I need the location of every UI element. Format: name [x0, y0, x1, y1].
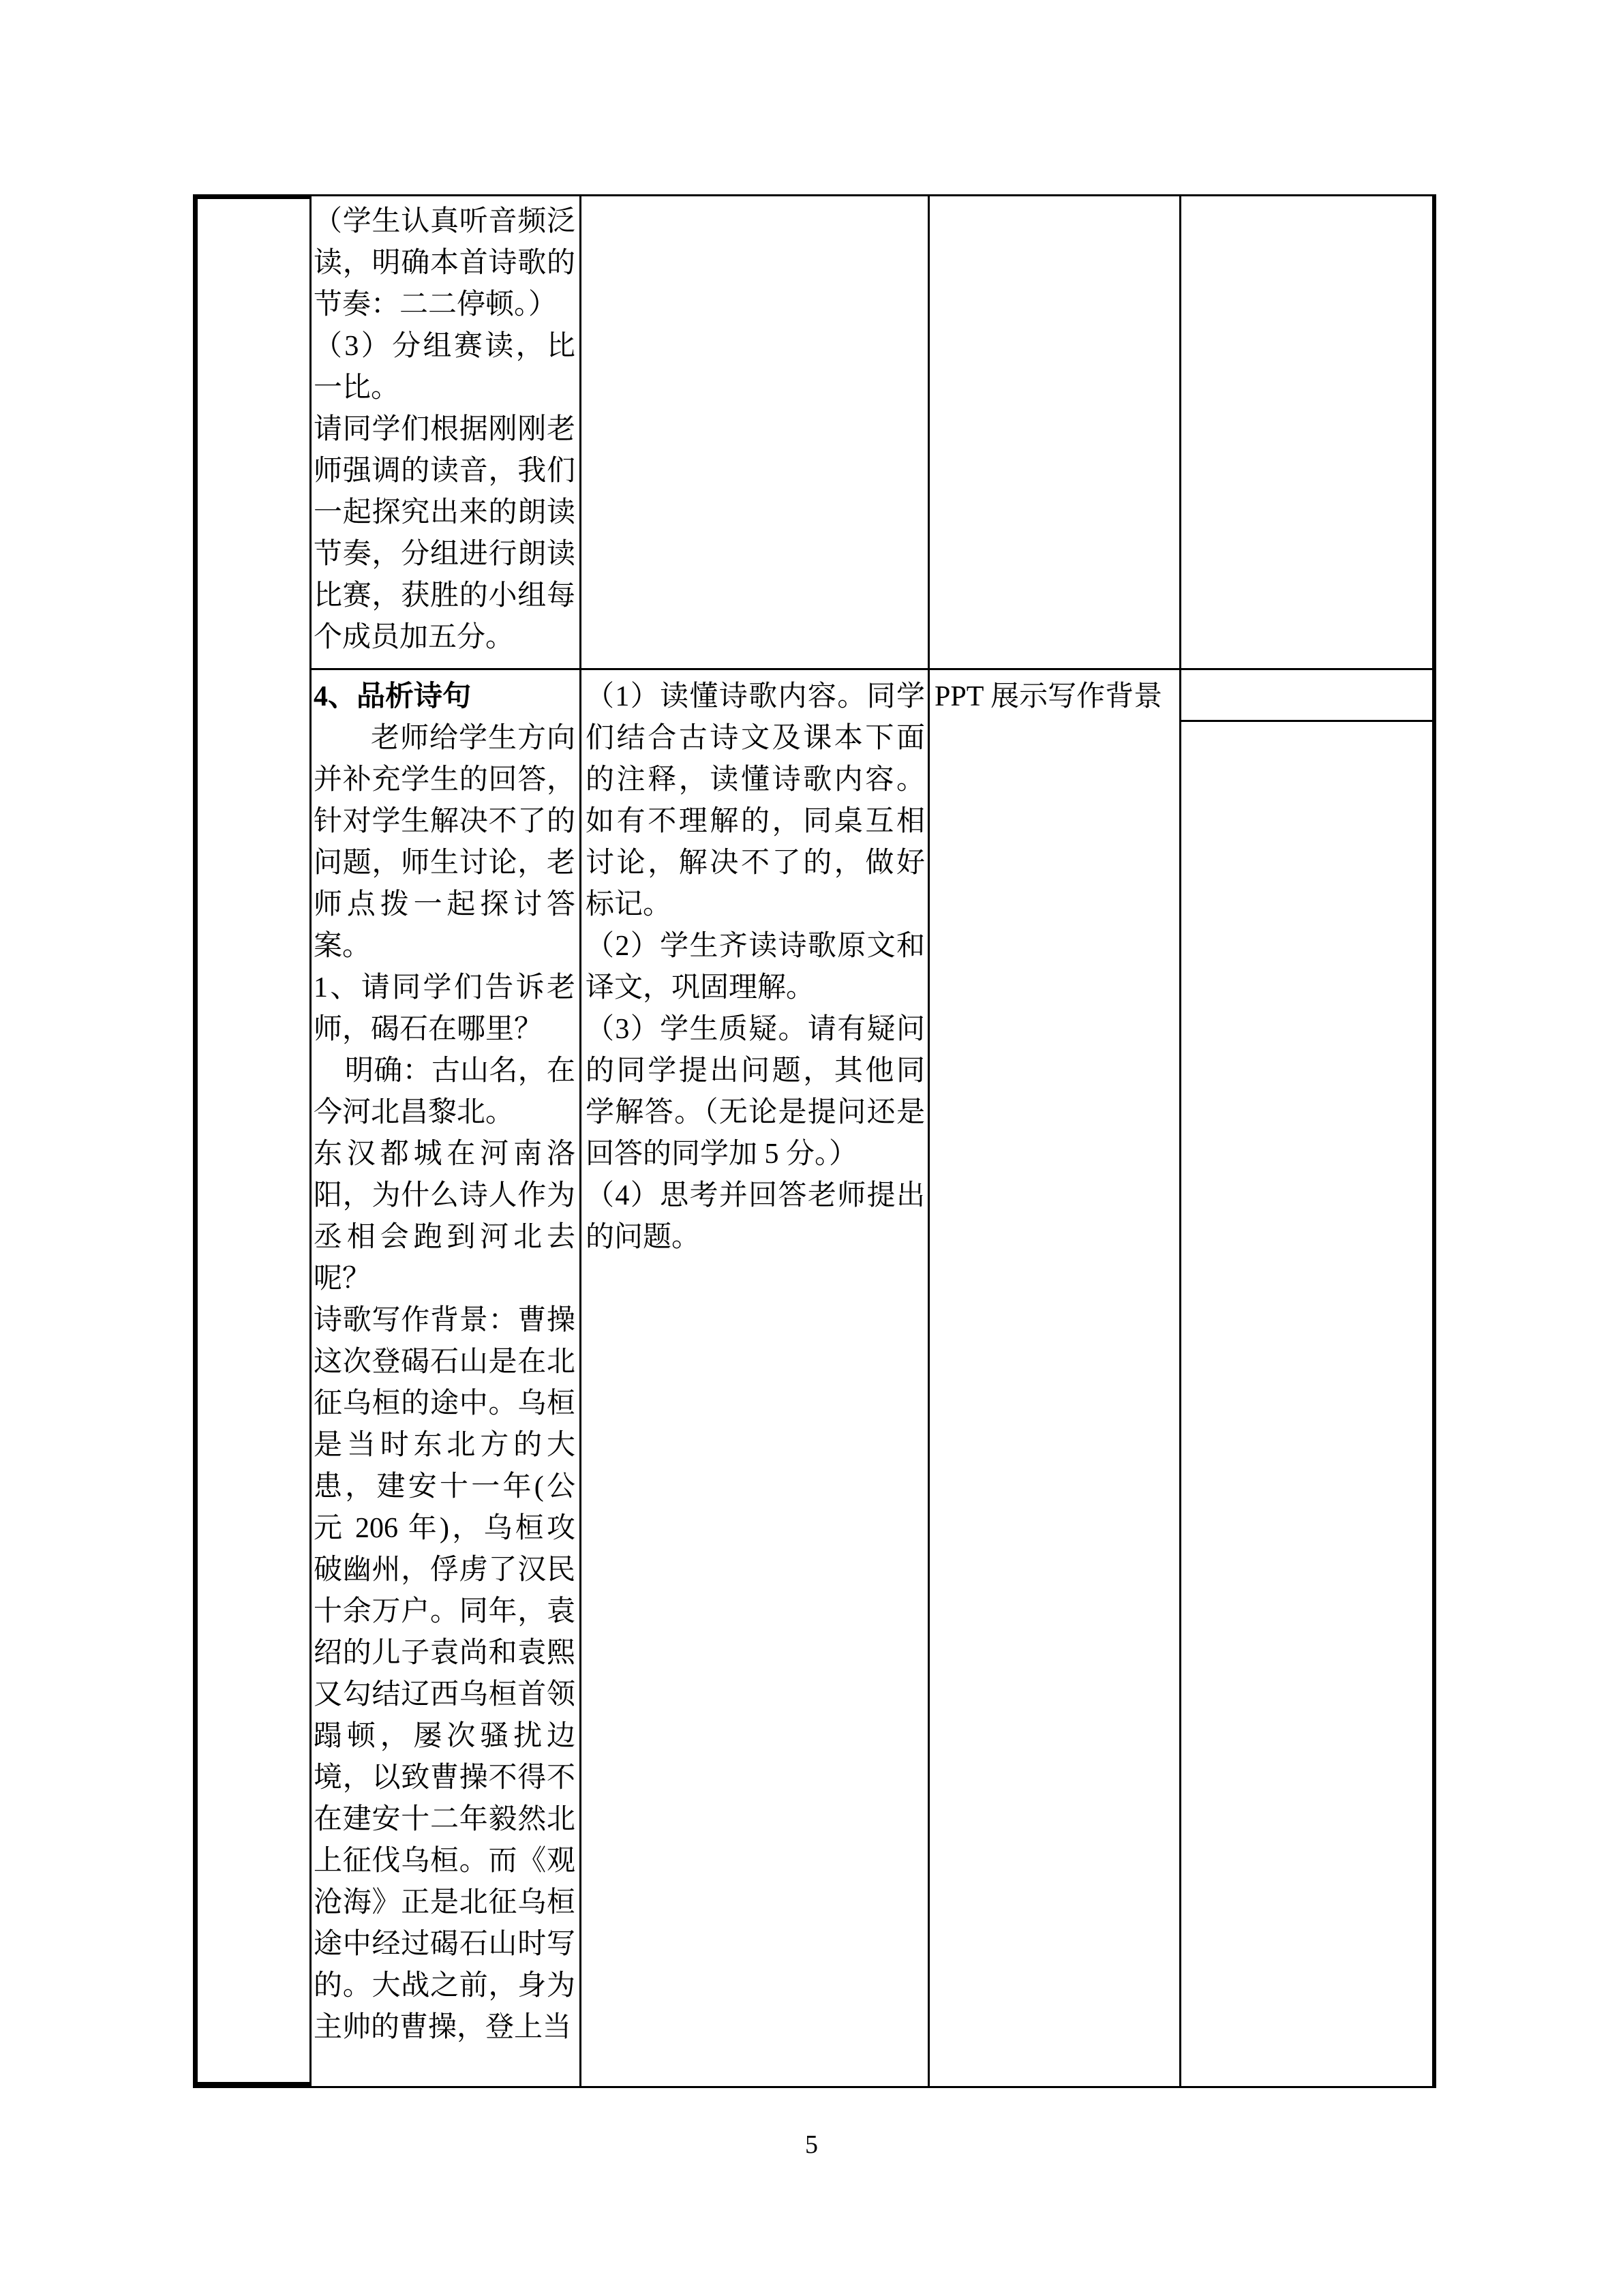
paragraph: 1、请同学们告诉老师，碣石在哪里？: [314, 972, 575, 1045]
paragraph: （2）学生齐读诗歌原文和译文，巩固理解。: [586, 931, 925, 1003]
notes-row2-small-cell: [1181, 670, 1432, 722]
paragraph: 明确：古山名，在今河北昌黎北。: [314, 1055, 575, 1128]
paragraph: （学生认真听音频泛读，明确本首诗歌的节奏：二二停顿。）: [314, 206, 575, 320]
paragraph: 诗歌写作背景：曹操这次登碣石山是在北征乌桓的途中。乌桓是当时东北方的大患，建安十一年(公元 206 年)，乌桓攻破幽州，俘虏了汉民十余万户。同年，袁绍的儿子袁尚和袁熙又勾结辽西乌桓首领蹋顿，屡次骚扰边境，以致曹操不得不在建安十二年毅然北上征伐乌桓。而《观沧海》正是北征乌桓途中经过碣石山时写的。大战之前，身为主帅的曹操，登上当: [314, 1305, 575, 2043]
student-activity-row1-cell: [581, 196, 928, 670]
teacher-activity-row2-cell: [312, 670, 579, 2086]
teacher-activity-row1-cell: [312, 196, 579, 670]
paragraph: （4）思考并回答老师提出的问题。: [586, 1180, 925, 1253]
paragraph: 老师给学生方向并补充学生的回答，针对学生解决不了的问题，师生讨论，老师点拨一起探讨答案。: [314, 723, 575, 962]
lesson-plan-table: [193, 194, 1436, 2088]
notes-row3-cell: [1181, 722, 1432, 2086]
table-column-stage: [198, 194, 312, 2088]
paragraph: 请同学们根据刚刚老师强调的读音，我们一起探究出来的朗读节奏，分组进行朗读比赛，获胜的小组每个成员加五分。: [314, 414, 575, 653]
section-heading: 4、品析诗句: [314, 681, 472, 712]
paragraph: 东汉都城在河南洛阳，为什么诗人作为丞相会跑到河北去呢？: [314, 1138, 575, 1295]
paragraph: （1）读懂诗歌内容。同学们结合古诗文及课本下面的注释，读懂诗歌内容。如有不理解的，同桌互相讨论，解决不了的，做好标记。: [586, 681, 925, 920]
stage-cell-empty: [198, 199, 309, 2082]
media-design-row1-cell: [930, 196, 1179, 670]
notes-row1-cell: [1181, 196, 1432, 670]
page-number: 5: [805, 2130, 818, 2159]
paragraph: （3）分组赛读，比一比。: [314, 331, 575, 404]
paragraph: （3）学生质疑。请有疑问的同学提出问题，其他同学解答。（无论是提问还是回答的同学加 5 分。）: [586, 1014, 925, 1170]
media-design-row2-cell: [930, 670, 1179, 2086]
table-column-notes: [1181, 194, 1432, 2088]
table-column-teacher-activity: [312, 194, 581, 2088]
table-column-student-activity: [581, 194, 930, 2088]
paragraph: PPT 展示写作背景: [935, 681, 1163, 712]
table-column-media-design: [930, 194, 1181, 2088]
student-activity-row2-cell: [581, 670, 928, 2086]
